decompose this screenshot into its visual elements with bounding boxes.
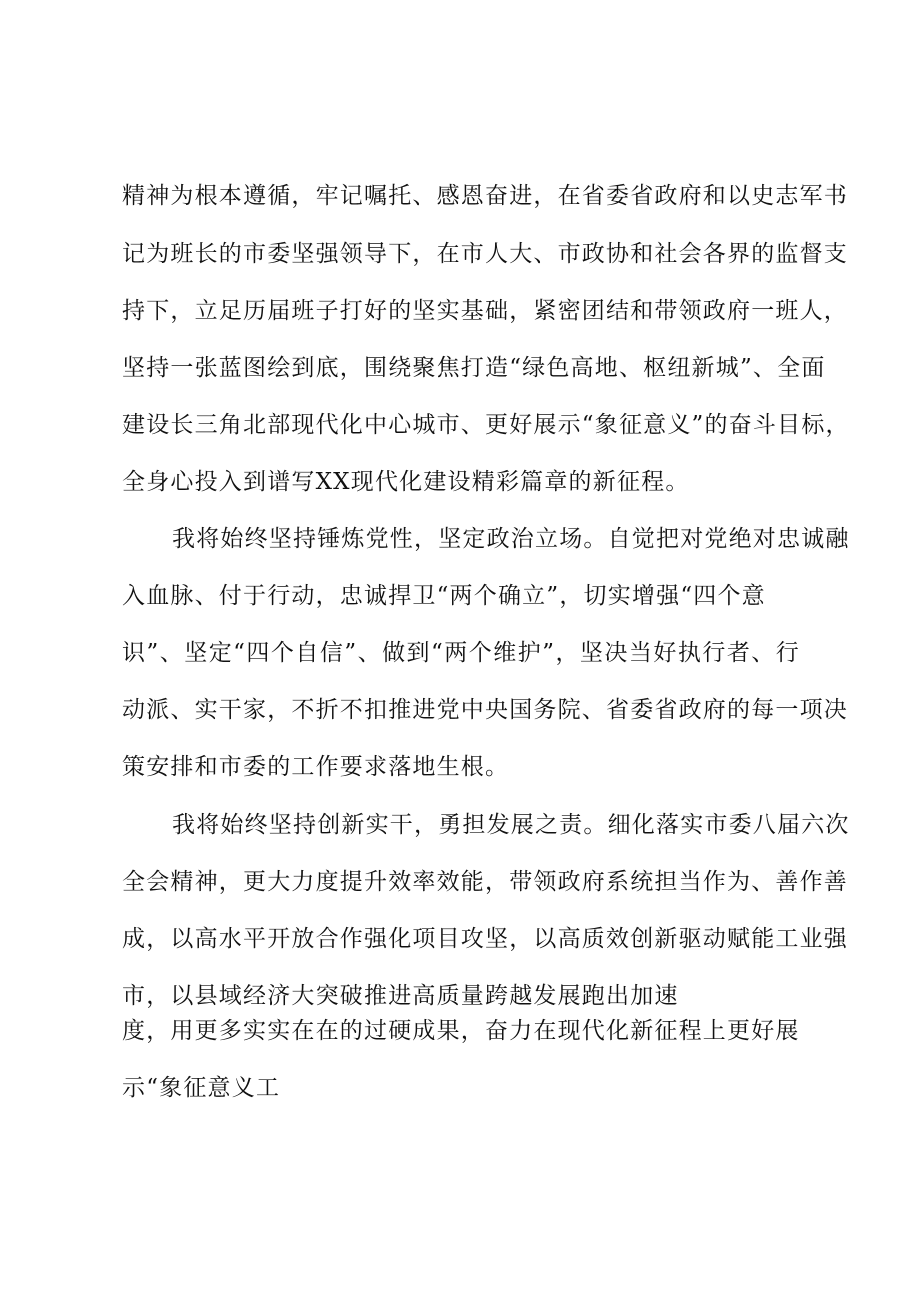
text-line: 持下，立足历届班子打好的坚实基础，紧密团结和带领政府一班人， [122,298,848,324]
paragraph-first-line: 我将始终坚持创新实干，勇担发展之责。细化落实市委八届六次 [172,812,850,838]
text-line: 全身心投入到谱写XX现代化建设精彩篇章的新征程。 [122,469,690,495]
text-line: 入血脉、付于行动，忠诚捍卫“两个确立”，切实增强“四个意 [122,583,766,609]
text-line: 建设长三角北部现代化中心城市、更好展示“象征意义”的奋斗目标， [122,412,850,438]
text-line: 精神为根本遵循，牢记嘱托、感恩奋进，在省委省政府和以史志军书 [122,183,848,209]
text-line: 成，以高水平开放合作强化项目攻坚，以高质效创新驱动赋能工业强 [122,926,848,952]
text-line: 记为班长的市委坚强领导下，在市人大、市政协和社会各界的监督支 [122,241,848,267]
paragraph-first-line: 我将始终坚持锤炼党性，坚定政治立场。自觉把对党绝对忠诚融 [172,526,850,552]
text-line: 坚持一张蓝图绘到底，围绕聚焦打造“绿色高地、枢纽新城”、全面 [122,355,826,381]
text-line: 示“象征意义工 [122,1075,281,1101]
text-line: 度，用更多实实在在的过硬成果，奋力在现代化新征程上更好展 [122,1018,800,1044]
text-line: 动派、实干家，不折不扣推进党中央国务院、省委省政府的每一项决 [122,697,848,723]
text-line: 全会精神，更大力度提升效率效能，带领政府系统担当作为、善作善 [122,869,848,895]
text-line: 市，以县域经济大突破推进高质量跨越发展跑出加速 [122,983,679,1009]
text-line: 策安排和市委的工作要求落地生根。 [122,754,510,780]
text-line: 识”、坚定“四个自信”、做到“两个维护”，坚决当好执行者、行 [122,640,800,666]
